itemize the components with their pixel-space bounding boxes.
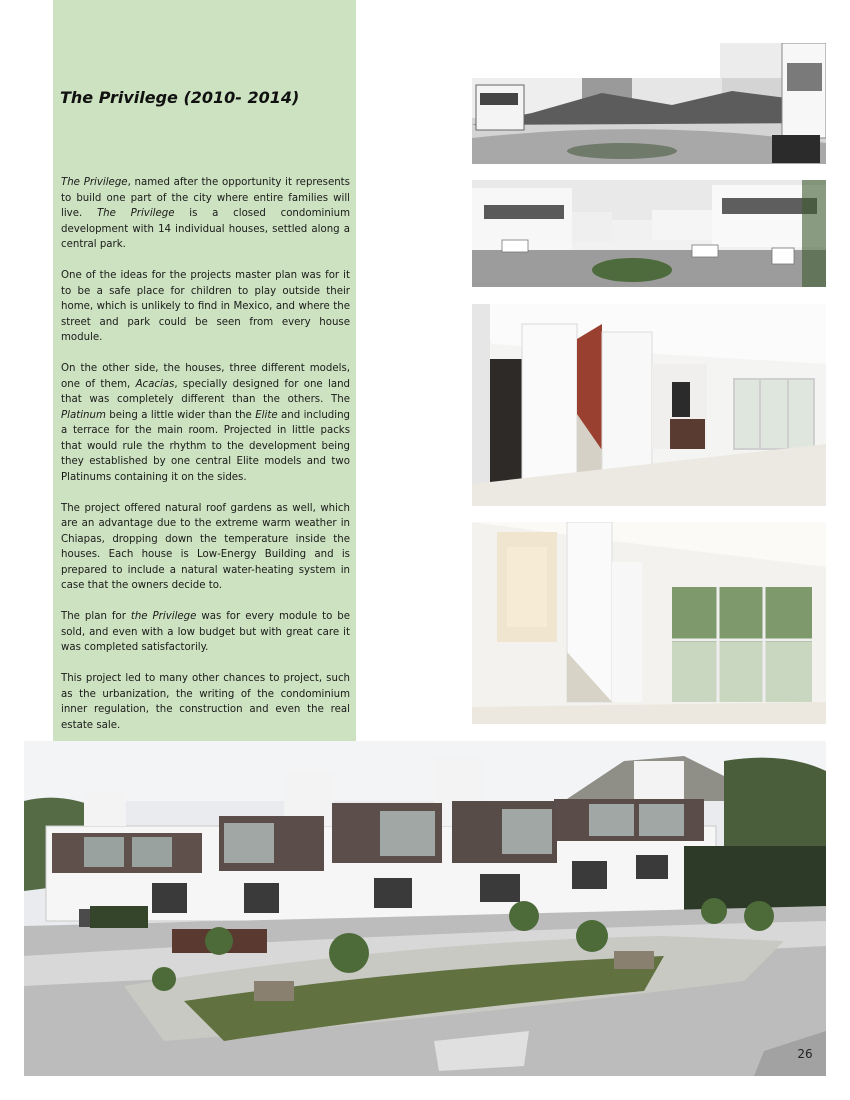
italic-text: the Privilege — [130, 611, 197, 622]
body-paragraph — [61, 671, 350, 733]
body-paragraph — [61, 361, 350, 485]
page-title: The Privilege (2010- 2014) — [60, 88, 300, 107]
photo-condominium-overview — [24, 741, 826, 1076]
photo-street-panorama — [472, 43, 826, 164]
body-paragraph — [61, 501, 350, 594]
italic-text: Platinum — [61, 409, 106, 421]
paragraph-text: On the other side, the houses, three different models, one of them, — [61, 363, 350, 390]
paragraph-text: This project led to many other chances to project, such as the urbanization, the writing of the condominium inner regulation, the construction and even the real estate sale. — [61, 673, 350, 731]
italic-text: The Privilege — [96, 208, 175, 219]
paragraph-text: and including a terrace for the main room. Projected in little packs that would rule the rhythm to the development being they established by one central Elite models and two Platinums containing it on the sides. — [61, 409, 350, 483]
paragraph-text: One of the ideas for the projects master plan was for it to be a safe place for children to play outside their home, which is unlikely to find in Mexico, and where the street and park could be seen from every house module. — [61, 270, 350, 343]
paragraph-text: , specially designed for one land that was completely different than the others. The — [61, 378, 350, 405]
paragraph-text: The plan for — [61, 611, 131, 622]
paragraph-text: being a little wider than the — [105, 409, 256, 421]
paragraph-text: is a closed condominium development with 14 individual houses, settled along a central park. — [61, 208, 351, 250]
article-body — [61, 175, 350, 795]
paragraph-text: The project offered natural roof gardens as well, which are an advantage due to the extreme warm weather in Chiapas, dropping down the temperature inside the houses. Each house is Low-Energy Building and is prepared to include a natural water-heating system in case that the owners decide to. — [61, 502, 350, 591]
page-number: 26 — [797, 1047, 813, 1061]
photo-interior-staircase — [472, 304, 826, 506]
photo-houses-panorama — [472, 180, 826, 287]
italic-text: The Privilege — [61, 177, 128, 188]
body-paragraph — [61, 268, 350, 346]
italic-text: Acacias — [135, 378, 175, 390]
body-paragraph — [61, 609, 350, 656]
paragraph-text: was for every module to be sold, and even with a low budget but with great care it was completed satisfactorily. — [61, 611, 351, 653]
paragraph-text: , named after the opportunity it represents to build one part of the city where entire families will live. — [61, 177, 350, 219]
italic-text: Elite — [255, 409, 278, 421]
body-paragraph — [61, 175, 350, 253]
photo-interior-window — [472, 522, 826, 724]
